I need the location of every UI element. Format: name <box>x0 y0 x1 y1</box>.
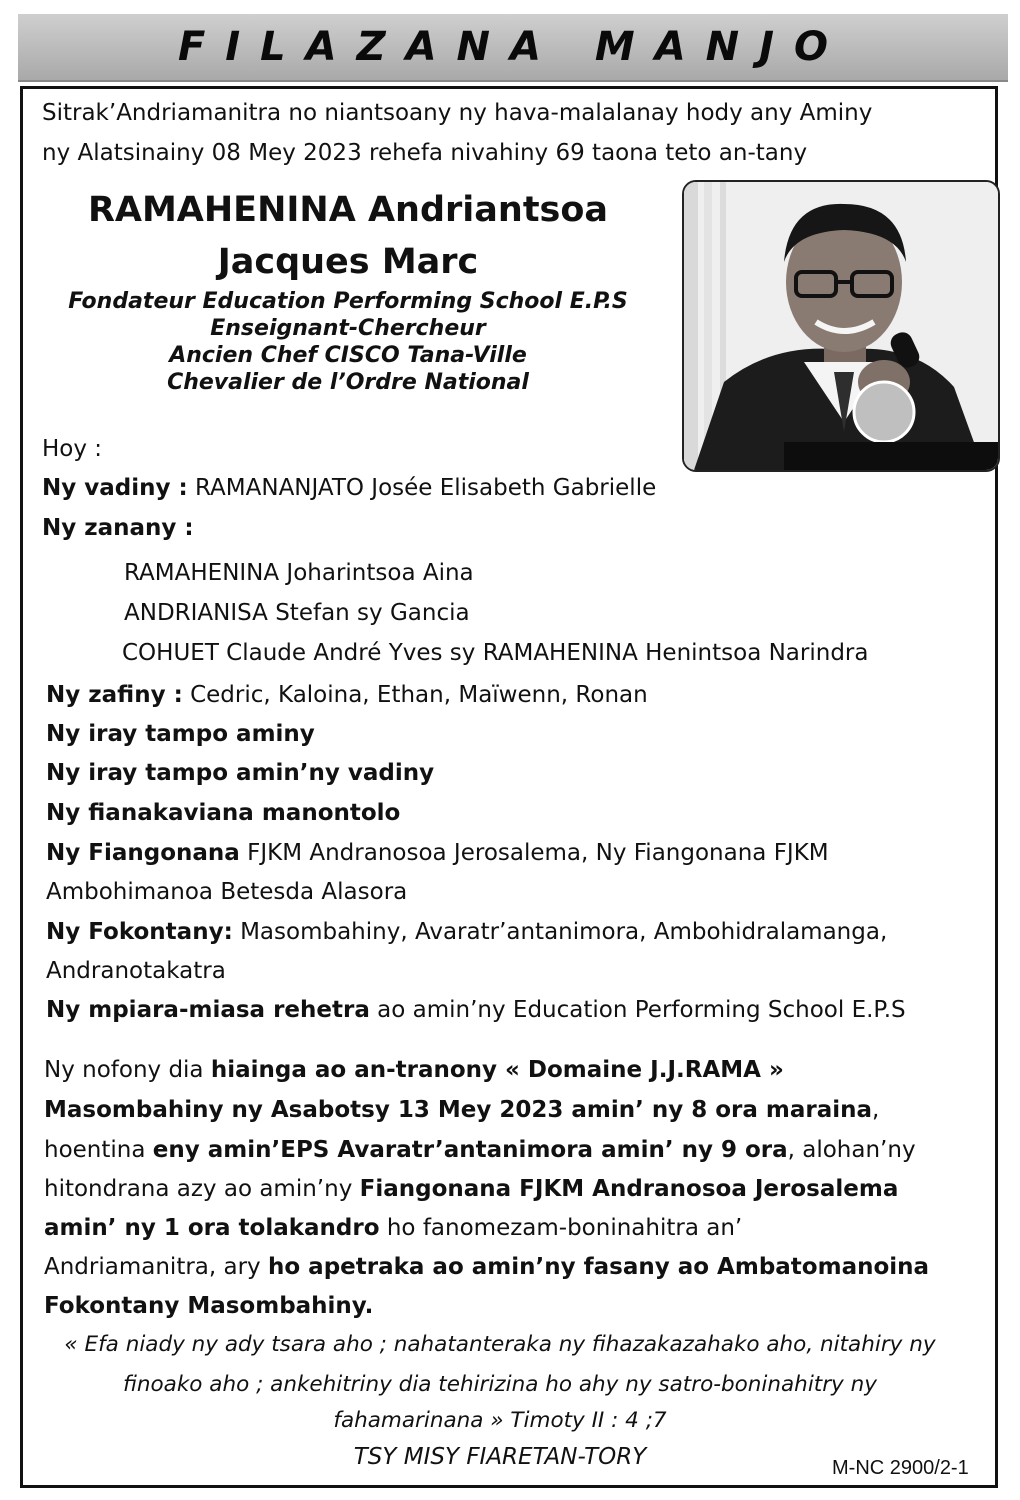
hoy-label: Hoy : <box>42 436 103 462</box>
church-line-1 <box>46 840 829 866</box>
church-text-1: FJKM Andranosoa Jerosalema, Ny Fiangonana FJKM <box>239 840 829 866</box>
child-1: RAMAHENINA Joharintsoa Aina <box>124 560 474 586</box>
deceased-title-3: Ancien Chef CISCO Tana-Ville <box>169 343 527 368</box>
funeral-line-6 <box>44 1254 929 1280</box>
colleagues-text: ao amin’ny Education Performing School E.P.S <box>369 997 906 1023</box>
verse-line-1: « Efa niady ny ady tsara aho ; nahatanteraka ny fihazakazahako aho, nitahiry ny <box>64 1332 936 1357</box>
funeral-l5b: ho fanomezam-boninahitra an’ <box>379 1215 743 1241</box>
spouse-line <box>42 475 656 501</box>
deceased-title-4: Chevalier de l’Ordre National <box>167 370 529 395</box>
funeral-l3a: hoentina <box>44 1137 153 1163</box>
fokontany-line-1 <box>46 919 887 945</box>
verse-line-3: fahamarinana » Timoty II : 4 ;7 <box>333 1408 667 1433</box>
funeral-l1b: hiainga ao an-tranony « Domaine J.J.RAMA » <box>210 1057 784 1083</box>
funeral-l3b: eny amin’EPS Avaratr’antanimora amin’ ny 9 ora <box>152 1137 788 1163</box>
header-title: FILAZANA MANJO <box>177 24 849 70</box>
funeral-l6a: Andriamanitra, ary <box>44 1254 268 1280</box>
funeral-l6b: ho apetraka ao amin’ny fasany ao Ambatomanoina <box>267 1254 930 1280</box>
colleagues-label: Ny mpiara-miasa rehetra <box>46 997 370 1023</box>
deceased-name-line-2: Jacques Marc <box>217 242 479 282</box>
deceased-title-1: Fondateur Education Performing School E.P.S <box>68 289 628 314</box>
relatives-line: Ny fianakaviana manontolo <box>46 800 401 826</box>
funeral-l3c: , alohan’ny <box>787 1137 916 1163</box>
grandchildren-line <box>46 682 648 708</box>
child-3: COHUET Claude André Yves sy RAMAHENINA Henintsoa Narindra <box>122 640 869 666</box>
funeral-line-7: Fokontany Masombahiny. <box>44 1293 374 1319</box>
funeral-l1a: Ny nofony dia <box>44 1057 211 1083</box>
child-2: ANDRIANISA Stefan sy Gancia <box>124 600 470 626</box>
church-label: Ny Fiangonana <box>46 840 240 866</box>
header-banner <box>18 14 1008 82</box>
verse-line-2: finoako aho ; ankehitriny dia tehirizina ho ahy ny satro-boninahitry ny <box>123 1372 877 1397</box>
deceased-title-2: Enseignant-Chercheur <box>210 316 486 341</box>
funeral-line-1 <box>44 1057 784 1083</box>
fokontany-text-1: Masombahiny, Avaratr’antanimora, Ambohidralamanga, <box>232 919 888 945</box>
closing-line: TSY MISY FIARETAN-TORY <box>353 1444 647 1470</box>
portrait-illustration <box>684 182 998 470</box>
reference-code: M-NC 2900/2-1 <box>832 1457 969 1479</box>
funeral-l2: Masombahiny ny Asabotsy 13 Mey 2023 amin’ ny 8 ora maraina <box>44 1097 873 1123</box>
siblings-line: Ny iray tampo aminy <box>46 721 315 747</box>
portrait-photo <box>682 180 1000 472</box>
funeral-l5a: amin’ ny 1 ora tolakandro <box>44 1215 380 1241</box>
colleagues-line <box>46 997 906 1023</box>
grandchildren-names: Cedric, Kaloina, Ethan, Maïwenn, Ronan <box>182 682 648 708</box>
spouse-name: RAMANANJATO Josée Elisabeth Gabrielle <box>187 475 657 501</box>
grandchildren-label: Ny zafiny : <box>46 682 183 708</box>
funeral-line-3 <box>44 1137 916 1163</box>
spouse-siblings-line: Ny iray tampo amin’ny vadiny <box>46 760 435 786</box>
funeral-l4a: hitondrana azy ao amin’ny <box>44 1176 360 1202</box>
intro-line-1: Sitrak’Andriamanitra no niantsoany ny hava-malalanay hody any Aminy <box>42 100 873 126</box>
fokontany-label: Ny Fokontany: <box>46 919 233 945</box>
funeral-line-2 <box>44 1097 879 1123</box>
fokontany-line-2: Andranotakatra <box>46 958 226 984</box>
spouse-label: Ny vadiny : <box>42 475 188 501</box>
deceased-name-line-1: RAMAHENINA Andriantsoa <box>87 190 609 230</box>
children-label: Ny zanany : <box>42 515 194 541</box>
funeral-line-4 <box>44 1176 898 1202</box>
intro-line-2: ny Alatsinainy 08 Mey 2023 rehefa nivahiny 69 taona teto an-tany <box>42 140 808 166</box>
funeral-l2c: , <box>872 1097 880 1123</box>
funeral-l4b: Fiangonana FJKM Andranosoa Jerosalema <box>359 1176 899 1202</box>
church-line-2: Ambohimanoa Betesda Alasora <box>46 879 408 905</box>
funeral-line-5 <box>44 1215 742 1241</box>
